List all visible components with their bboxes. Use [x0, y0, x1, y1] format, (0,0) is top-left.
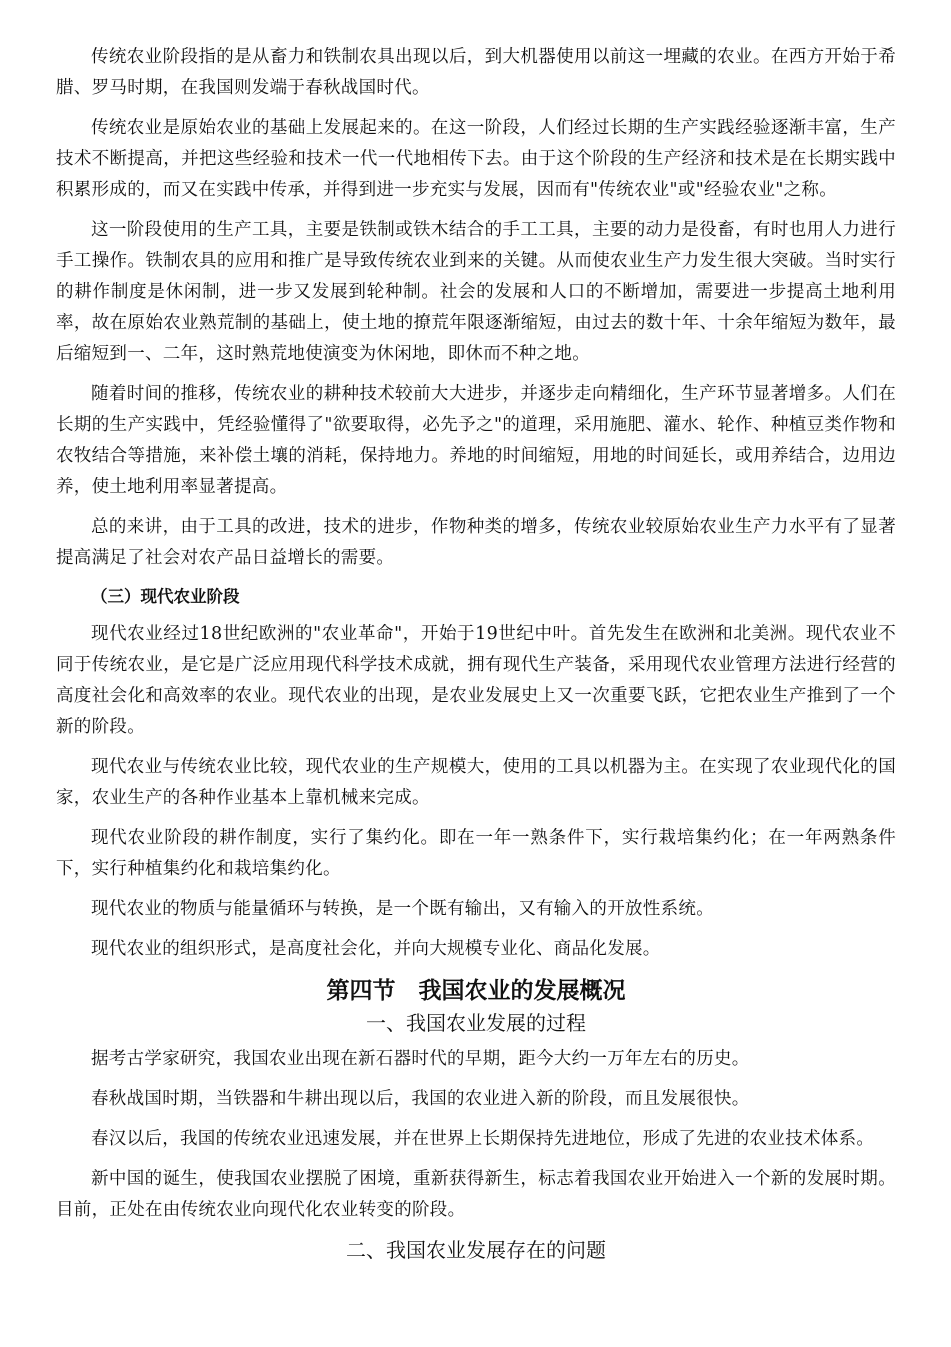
section-title: 第四节 我国农业的发展概况 [326, 978, 626, 1004]
paragraph-modern-origin: 现代农业经过18世纪欧洲的"农业革命"，开始于19世纪中叶。首先发生在欧洲和北美洲。现代农业不同于传统农业，是它是广泛应用现代科学技术成就，拥有现代生产装备，采用现代农业管理方法进行经营的高度社会化和高效率的农业。现代农业的出现，是农业发展史上又一次重要飞跃，它把农业生产推到了一个新的阶段。 [56, 624, 896, 737]
paragraph-traditional-tools: 这一阶段使用的生产工具，主要是铁制或铁木结合的手工工具，主要的动力是役畜，有时也用人力进行手工操作。铁制农具的应用和推广是导致传统农业到来的关键。从而使农业生产力发生很大突破。当时实行的耕作制度是休闲制，进一步又发展到轮种制。社会的发展和人口的不断增加，需要进一步提高土地利用率，故在原始农业熟荒制的基础上，使土地的撩荒年限逐渐缩短，由过去的数十年、十余年缩短为数年，最后缩短到一、二年，这时熟荒地使演变为休闲地，即休而不种之地。 [56, 220, 896, 364]
paragraph-traditional-definition: 传统农业阶段指的是从畜力和铁制农具出现以后，到大机器使用以前这一埋藏的农业。在西方开始于希腊、罗马时期，在我国则发端于春秋战国时代。 [56, 47, 896, 98]
paragraph-modern-organization: 现代农业的组织形式，是高度社会化，并向大规模专业化、商品化发展。 [91, 939, 661, 959]
paragraph-modern-farming-system: 现代农业阶段的耕作制度，实行了集约化。即在一年一熟条件下，实行栽培集约化；在一年两熟条件下，实行种植集约化和栽培集约化。 [56, 828, 896, 879]
paragraph-traditional-summary: 总的来讲，由于工具的改进，技术的进步，作物种类的增多，传统农业较原始农业生产力水平有了显著提高满足了社会对农产品日益增长的需要。 [56, 517, 896, 568]
subheading-modern-stage: （三）现代农业阶段 [91, 587, 240, 606]
paragraph-modern-energy: 现代农业的物质与能量循环与转换，是一个既有输出，又有输入的开放性系统。 [91, 899, 714, 919]
paragraph-traditional-techniques: 随着时间的推移，传统农业的耕种技术较前大大进步，并逐步走向精细化，生产环节显著增多。人们在长期的生产实践中，凭经验懂得了"欲要取得，必先予之"的道理，采用施肥、灌水、轮作、种植豆类作物和农牧结合等措施，来补偿土壤的消耗，保持地力。养地的时间缩短，用地的时间延长，或用养结合，边用边养，使土地利用率显著提高。 [56, 384, 896, 497]
paragraph-history-neolithic: 据考古学家研究，我国农业出现在新石器时代的早期，距今大约一万年左右的历史。 [91, 1049, 750, 1069]
document-page [56, 42, 896, 1265]
subsection-title-process: 一、我国农业发展的过程 [366, 1011, 586, 1035]
paragraph-history-spring-autumn: 春秋战国时期，当铁器和牛耕出现以后，我国的农业进入新的阶段，而且发展很快。 [91, 1089, 750, 1109]
paragraph-history-new-china: 新中国的诞生，使我国农业摆脱了困境，重新获得新生，标志着我国农业开始进入一个新的发展时期。目前，正处在由传统农业向现代化农业转变的阶段。 [56, 1169, 896, 1220]
subsection-title-problems: 二、我国农业发展存在的问题 [346, 1238, 606, 1262]
paragraph-modern-scale: 现代农业与传统农业比较，现代农业的生产规模大，使用的工具以机器为主。在实现了农业现代化的国家，农业生产的各种作业基本上靠机械来完成。 [56, 757, 896, 808]
paragraph-traditional-origin: 传统农业是原始农业的基础上发展起来的。在这一阶段，人们经过长期的生产实践经验逐渐丰富，生产技术不断提高，并把这些经验和技术一代一代地相传下去。由于这个阶段的生产经济和技术是在长期实践中积累形成的，而又在实践中传承，并得到进一步充实与发展，因而有"传统农业"或"经验农业"之称。 [56, 118, 896, 200]
paragraph-history-han: 春汉以后，我国的传统农业迅速发展，并在世界上长期保持先进地位，形成了先进的农业技术体系。 [91, 1129, 875, 1149]
